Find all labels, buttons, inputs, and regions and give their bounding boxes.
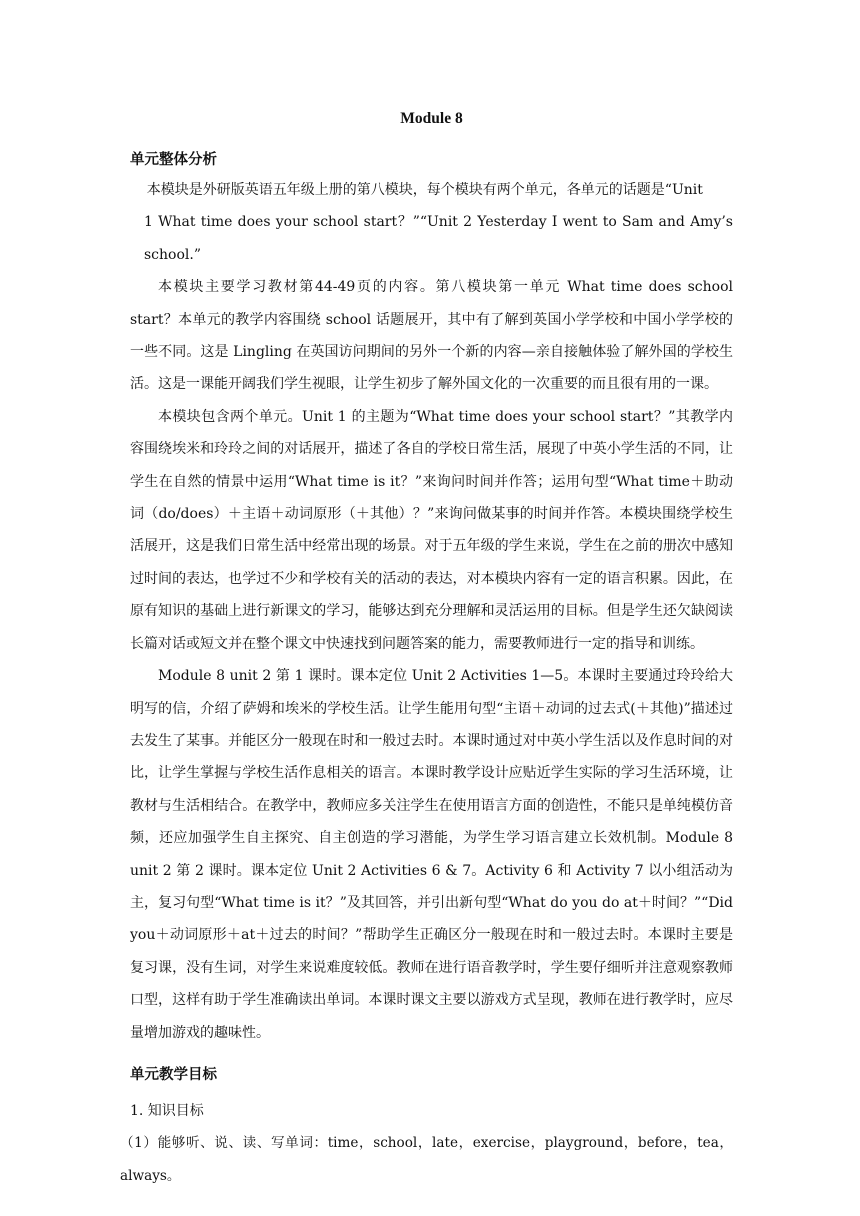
objective-heading: 1. 知识目标 [130, 1102, 204, 1119]
paragraph-unit-overview: 本模块包含两个单元。Unit 1 的主题为“What time does your school start？”其教学内容围绕埃米和玲玲之间的对话展开，描述了各自的学校日常生活，展现了中英小学生活的不同，让学生在自然的情景中运用“What time is it？”来询问时间并作答；运用句型“What time＋助动词（do/does）＋主语＋动词原形（＋其他）？”来询问做某事的时间并作答。本模块围绕学校生活展开，这是我们日常生活中经常出现的场景。对于五年级的学生来说，学生在之前的册次中感知过时间的表达，也学过不少和学校有关的活动的表达，对本模块内容有一定的语言积累。因此，在原有知识的基础上进行新课文的学习，能够达到充分理解和灵活运用的目标。但是学生还欠缺阅读长篇对话或短文并在整个课文中快速找到问题答案的能力，需要教师进行一定的指导和训练。 [130, 408, 733, 652]
paragraph-lesson-plan: Module 8 unit 2 第 1 课时。课本定位 Unit 2 Activities 1—5。本课时主要通过玲玲给大明写的信，介绍了萨姆和埃米的学校生活。让学生能用句型“主语＋动词的过去式(＋其他)”描述过去发生了某事。并能区分一般现在时和一般过去时。本课时通过对中英小学生活以及作息时间的对比，让学生掌握与学校生活作息相关的语言。本课时教学设计应贴近学生实际的学习生活环境，让教材与生活相结合。在教学中，教师应多关注学生在使用语言方面的创造性，不能只是单纯模仿音频，还应加强学生自主探究、自主创造的学习潜能，为学生学习语言建立长效机制。Module 8 unit 2 第 2 课时。课本定位 Unit 2 Activities 6 & 7。Activity 6 和 Activity 7 以小组活动为主，复习句型“What time is it？”及其回答，并引出新句型“What do you do at＋时间？”“Did you＋动词原形＋at＋过去的时间？”帮助学生正确区分一般现在时和一般过去时。本课时主要是复习课，没有生词，对学生来说难度较低。教师在进行语音教学时，学生要仔细听并注意观察教师口型，这样有助于学生准确读出单词。本课时课文主要以游戏方式呈现，教师在进行教学时，应尽量增加游戏的趣味性。 [130, 668, 733, 1041]
paragraph-intro-line2: 1 What time does your school start？”“Unit 2 Yesterday I went to Sam and Amy’s school.” [144, 214, 733, 263]
paragraph-content-scope: 本模块主要学习教材第44-49页的内容。第八模块第一单元 What time does school start？本单元的教学内容围绕 school 话题展开，其中有了解到英国小学学校和中国小学学校的一些不同。这是 Lingling 在英国访问期间的另外一个新的内容—亲自接触体验了解外国的学校生活。这是一课能开阔我们学生视眼，让学生初步了解外国文化的一次重要的而且很有用的一课。 [130, 279, 733, 393]
paragraph-intro-line1: 本模块是外研版英语五年级上册的第八模块，每个模块有两个单元，各单元的话题是“Unit [146, 182, 703, 198]
objective-item: （1）能够听、说、读、写单词：time，school，late，exercise，playground，before，tea，always。 [120, 1135, 733, 1184]
page-title: Module 8 [400, 110, 463, 127]
section-heading-objectives: 单元教学目标 [130, 1065, 217, 1083]
section-heading-analysis: 单元整体分析 [130, 151, 217, 168]
